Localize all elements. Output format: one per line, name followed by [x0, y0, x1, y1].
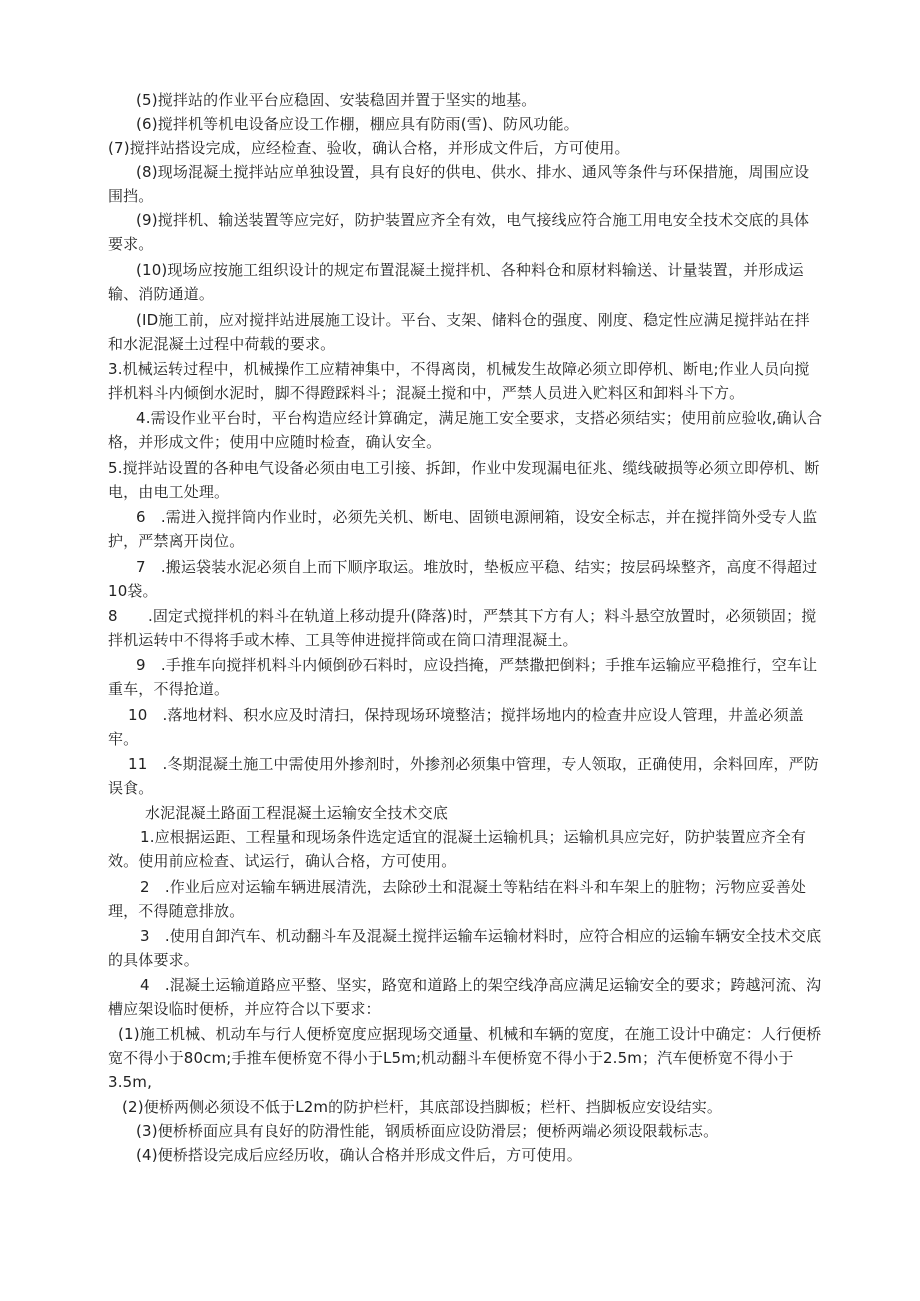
item-5-platform: (5)搅拌站的作业平台应稳固、安装稳固并置于坚实的地基。 [136, 91, 537, 109]
section-8-hopper: 8 .固定式搅拌机的料斗在轨道上移动提升(降落)时，严禁其下方有人；料斗悬空放置时，必须锁固；搅拌机运转中不得将手或木棒、工具等伸进搅拌筒或在筒口清理混凝土。 [108, 607, 817, 649]
section-7-cement-bags: 7 .搬运袋装水泥必须自上而下顺序取运。堆放时，垫板应平稳、结实；按层码垛整齐，高度不得超过10袋。 [108, 558, 818, 600]
transport-item-4-2: (2)便桥两侧必须设不低于L2m的防护栏杆，其底部设挡脚板；栏杆、挡脚板应安设结实。 [122, 1098, 723, 1116]
section-5-electrical: 5.搅拌站设置的各种电气设备必须由电工引接、拆卸，作业中发现漏电征兆、缆线破损等必须立即停机、断电，由电工处理。 [108, 459, 820, 501]
section-6-drum-entry: 6 .需进入搅拌筒内作业时，必须先关机、断电、固锁电源闸箱，设安全标志，并在搅拌筒外受专人监护，严禁离开岗位。 [108, 508, 818, 550]
transport-item-3: 3 .使用自卸汽车、机动翻斗车及混凝土搅拌运输车运输材料时，应符合相应的运输车辆安全技术交底的具体要求。 [108, 927, 822, 969]
item-9-equipment: (9)搅拌机、输送装置等应完好，防护装置应齐全有效，电气接线应符合施工用电安全技术交底的具体要求。 [108, 211, 810, 253]
item-10-layout: (10)现场应按施工组织设计的规定布置混凝土搅拌机、各种料仓和原材料输送、计量装置，并形成运输、消防通道。 [108, 261, 804, 303]
section-9-handcart: 9 .手推车向搅拌机料斗内倾倒砂石料时，应设挡掩，严禁撒把倒料；手推车运输应平稳推行，空车让重车，不得抢道。 [108, 656, 818, 698]
transport-item-4: 4 .混凝土运输道路应平整、坚实，路宽和道路上的架空线净高应满足运输安全的要求；跨越河流、沟槽应架设临时便桥，并应符合以下要求： [108, 976, 822, 1018]
section-heading-transport: 水泥混凝土路面工程混凝土运输安全技术交底 [145, 804, 449, 822]
item-6-shed: (6)搅拌机等机电设备应设工作棚，棚应具有防雨(雪)、防风功能。 [136, 115, 579, 133]
section-4-work-platform: 4.需设作业平台时，平台构造应经计算确定，满足施工安全要求，支搭必须结实；使用前应验收,确认合格，并形成文件；使用中应随时检查，确认安全。 [108, 409, 823, 451]
item-11-design: (ID施工前，应对搅拌站进展施工设计。平台、支架、储料仓的强度、刚度、稳定性应满足搅拌站在拌和水泥混凝土过程中荷载的要求。 [108, 311, 810, 353]
transport-item-4-1: (1)施工机械、机动车与行人便桥宽度应据现场交通量、机械和车辆的宽度，在施工设计中确定：人行便桥宽不得小于80cm;手推车便桥宽不得小于L5m;机动翻斗车便桥宽不得小于2.5m；汽车便桥宽不得小于3.5m, [108, 1025, 822, 1091]
section-3-operation: 3.机械运转过程中，机械操作工应精神集中，不得离岗，机械发生故障必须立即停机、断电;作业人员向搅拌机料斗内倾倒水泥时，脚不得蹬踩料斗；混凝土搅和中，严禁人员进入贮料区和卸料斗下方。 [108, 360, 810, 402]
transport-item-4-4: (4)便桥搭设完成后应经历收，确认合格并形成文件后，方可使用。 [136, 1146, 582, 1164]
transport-item-4-3: (3)便桥桥面应具有良好的防滑性能，钢质桥面应设防滑层；便桥两端必须设限载标志。 [136, 1122, 719, 1140]
section-11-admixture: 11 .冬期混凝土施工中需使用外掺剂时，外掺剂必须集中管理，专人领取，正确使用，余料回库，严防误食。 [108, 755, 819, 797]
transport-item-2: 2 .作业后应对运输车辆进展清洗，去除砂土和混凝土等粘结在料斗和车架上的脏物；污物应妥善处理，不得随意排放。 [108, 878, 807, 920]
section-10-cleanup: 10 .落地材料、积水应及时清扫，保持现场环境整洁；搅拌场地内的检查井应设人管理，井盖必须盖牢。 [108, 706, 804, 748]
item-7-acceptance: (7)搅拌站搭设完成，应经检查、验收，确认合格，并形成文件后，方可使用。 [108, 139, 630, 157]
transport-item-1: 1.应根据运距、工程量和现场条件选定适宜的混凝土运输机具；运输机具应完好，防护装置应齐全有效。使用前应检查、试运行，确认合格，方可使用。 [108, 828, 807, 870]
item-8-mixing-station: (8)现场混凝土搅拌站应单独设置，具有良好的供电、供水、排水、通风等条件与环保措施，周围应设围挡。 [108, 163, 810, 205]
